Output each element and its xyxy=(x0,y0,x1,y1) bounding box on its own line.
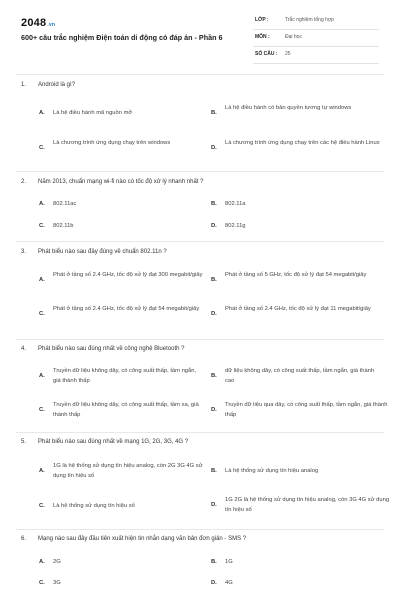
document-title: 600+ câu trắc nghiệm Điện toán di động có đáp án - Phần 6 xyxy=(21,33,223,42)
document-header xyxy=(0,0,400,80)
option-text: 4G xyxy=(225,580,233,586)
option-letter: A. xyxy=(39,373,45,379)
option-text: Là hệ thống sử dụng tín hiệu số xyxy=(53,503,135,509)
option-text: dữ liệu không dây, có công suất thấp, tầm ngắn, giá thành cao xyxy=(225,368,375,384)
question-number: 2. xyxy=(21,179,27,185)
option-letter: D. xyxy=(211,580,217,586)
meta-value: Đại học xyxy=(285,34,302,40)
option-letter: C. xyxy=(39,311,45,317)
question-number: 4. xyxy=(21,346,27,352)
question-3-text xyxy=(21,249,167,255)
question-divider xyxy=(16,529,384,530)
option-letter: B. xyxy=(211,559,217,565)
question-6-text xyxy=(21,536,246,542)
question-number: 6. xyxy=(21,536,27,542)
meta-label: SỐ CÂU : xyxy=(255,51,278,57)
option-text: Truyền dữ liệu qua dây, có công suất thấp, tầm ngắn, giá thành thấp xyxy=(225,402,388,418)
question-stem: Mạng nào sau đây đầu tiên xuất hiện tin nhắn dạng văn bản đơn giản - SMS ? xyxy=(38,536,247,542)
question-divider xyxy=(16,74,384,75)
option-letter: C. xyxy=(39,407,45,413)
option-text: Truyền dữ liệu không dây, có công suất thấp, tầm xa, giá thành thấp xyxy=(53,402,199,418)
option-letter: D. xyxy=(211,223,217,229)
question-2-text xyxy=(21,179,203,185)
question-stem: Android là gì? xyxy=(38,82,76,88)
option-letter: A. xyxy=(39,277,45,283)
question-stem: Phát biểu nào sau đây đúng về chuẩn 802.11n ? xyxy=(38,249,167,255)
option-letter: A. xyxy=(39,201,45,207)
option-text: 802.11ac xyxy=(53,201,77,207)
logo-main: 2048 xyxy=(21,17,47,29)
question-divider xyxy=(16,339,384,340)
question-number: 1. xyxy=(21,82,27,88)
option-letter: A. xyxy=(39,559,45,565)
option-text: 1G xyxy=(225,559,233,565)
meta-row-class xyxy=(253,13,379,30)
option-letter: A. xyxy=(39,468,45,474)
meta-table xyxy=(253,13,379,64)
question-number: 5. xyxy=(21,439,27,445)
question-stem: Phát biểu nào sau đúng nhất về mạng 1G, 2G, 3G, 4G ? xyxy=(38,439,189,445)
question-5-text xyxy=(21,439,188,445)
option-text: 1G 2G là hệ thống sử dụng tín hiệu analog, còn 3G 4G sử dụng tín hiệu số xyxy=(225,497,390,513)
option-text: 2G xyxy=(53,559,61,565)
option-letter: A. xyxy=(39,110,45,116)
question-stem: Phát biểu nào sau đúng nhất về công nghệ Bluetooth ? xyxy=(38,346,185,352)
option-text: Phát ở tầng số 2.4 GHz, tốc độ xử lý đạt 300 megabit/giây xyxy=(53,272,203,278)
option-text: Phát ở tầng số 2.4 GHz, tốc độ xử lý đạt 54 megabit/giây xyxy=(53,306,200,312)
option-letter: C. xyxy=(39,223,45,229)
option-letter: B. xyxy=(211,110,217,116)
option-text: Là chương trình ứng dụng chạy trên windows xyxy=(53,140,171,146)
question-divider xyxy=(16,241,384,242)
question-4-text xyxy=(21,346,184,352)
option-letter: C. xyxy=(39,580,45,586)
question-number: 3. xyxy=(21,249,27,255)
option-letter: D. xyxy=(211,145,217,151)
meta-label: MÔN : xyxy=(255,34,270,40)
question-divider xyxy=(16,432,384,433)
option-text: 802.11g xyxy=(225,223,246,229)
option-letter: D. xyxy=(211,407,217,413)
option-text: Truyền dữ liệu không dây, có công suất thấp, tầm ngắn, giá thành thấp xyxy=(53,368,197,384)
meta-value: 25 xyxy=(285,51,291,57)
question-stem: Năm 2013, chuẩn mạng wi-fi nào có tốc độ xử lý nhanh nhất ? xyxy=(38,179,204,185)
option-text: Là hệ điều hành có bản quyền tương tự windows xyxy=(225,105,352,111)
option-letter: D. xyxy=(211,311,217,317)
option-letter: B. xyxy=(211,468,217,474)
option-letter: B. xyxy=(211,277,217,283)
option-text: Phát ở tầng số 2.4 GHz, tốc độ xử lý đạt 11 megabit/giây xyxy=(225,306,371,312)
option-text: Là hệ điều hành mã nguồn mở xyxy=(53,110,133,116)
option-letter: B. xyxy=(211,373,217,379)
option-letter: D. xyxy=(211,502,217,508)
meta-row-subject xyxy=(253,30,379,47)
meta-row-count xyxy=(253,47,379,64)
logo-suffix: .vn xyxy=(47,22,56,28)
question-divider xyxy=(16,171,384,172)
option-text: Là hệ thống sử dụng tín hiệu analog xyxy=(225,468,319,474)
option-text: 802.11a xyxy=(225,201,246,207)
option-letter: C. xyxy=(39,503,45,509)
option-text: 802.11b xyxy=(53,223,74,229)
meta-label: LỚP : xyxy=(255,17,269,23)
meta-value: Trắc nghiệm tổng hợp xyxy=(285,17,334,23)
option-text: 1G là hệ thống sử dụng tín hiệu analog, còn 2G 3G 4G sử dụng tín hiệu số xyxy=(53,463,203,479)
site-logo[interactable] xyxy=(21,17,55,29)
option-text: Là chương trình ứng dụng chạy trên các hệ điều hành Linux xyxy=(225,140,380,146)
option-text: 3G xyxy=(53,580,61,586)
option-letter: B. xyxy=(211,201,217,207)
option-letter: C. xyxy=(39,145,45,151)
option-text: Phát ở tầng số 5 GHz, tốc độ xử lý đạt 54 megabit/giây xyxy=(225,272,367,278)
question-1-text xyxy=(21,82,75,88)
